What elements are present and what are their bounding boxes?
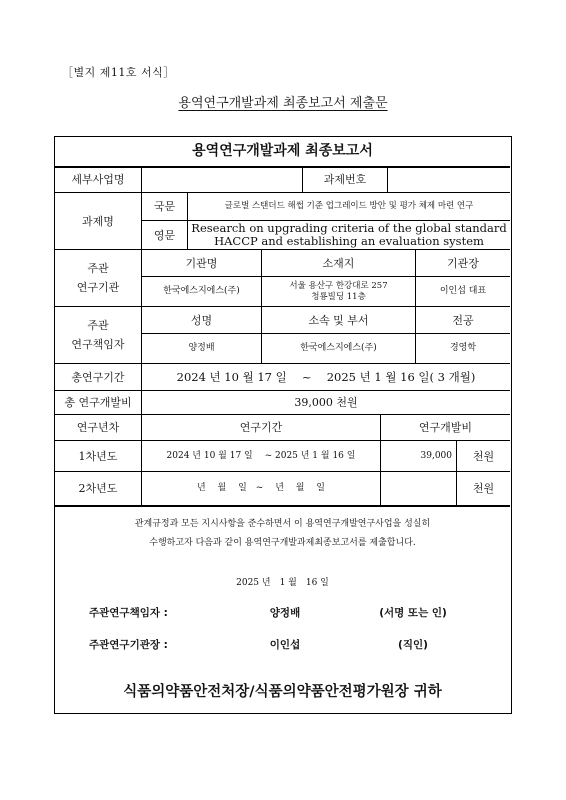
report-form-table [54, 136, 512, 714]
cost-header: 연구개발비 [418, 421, 473, 434]
submission-date: 2025 년 1 월 16 일 [236, 577, 329, 588]
addressee: 식품의약품안전처장/식품의약품안전평가원장 귀하 [123, 683, 442, 700]
org-name-header: 기관명 [185, 256, 218, 270]
org-sign-note: (직인) [398, 638, 428, 651]
year-2-amount [381, 472, 456, 505]
pi-major-header: 전공 [452, 313, 474, 327]
project-number-value [388, 167, 510, 192]
year-1-label: 1차년도 [78, 449, 118, 463]
year-header: 연구년차 [76, 421, 120, 434]
pi-label-line1: 주관 [87, 319, 109, 332]
org-label-line2: 연구기관 [76, 281, 120, 294]
english-title [188, 221, 510, 249]
org-sign-name: 이인섭 [269, 638, 301, 651]
statement [55, 515, 510, 553]
pi-sign-name: 양정배 [269, 606, 301, 619]
org-head-header: 기관장 [447, 256, 479, 270]
org-label-line1: 주관 [87, 262, 109, 275]
year-1-unit: 천원 [472, 449, 495, 463]
english-label: 영문 [153, 228, 176, 242]
korean-label: 국문 [153, 200, 176, 213]
pi-label-line2: 연구책임자 [71, 338, 125, 351]
pi-sign-label: 주관연구책임자 : [89, 606, 168, 619]
document-title [0, 92, 566, 111]
year-2-unit: 천원 [472, 482, 495, 495]
pi-dept-value: 한국에스지에스(주) [300, 343, 377, 353]
year-1-amount: 39,000 [420, 450, 452, 461]
statement-line2: 수행하고자 다음과 같이 용역연구개발과제최종보고서를 제출합니다. [149, 538, 416, 548]
english-title-line2: HACCP and establishing an evaluation system [214, 234, 484, 248]
period-value: 2024 년 10 월 17 일 ~ 2025 년 1 월 16 일( 3 개월) [176, 369, 476, 384]
org-label [55, 250, 141, 306]
period-label: 총연구기간 [71, 370, 125, 384]
form-label: ［별지 제11호 서식］ [62, 66, 175, 79]
document-title-text: 용역연구개발과제 최종보고서 제출문 [178, 96, 388, 111]
pi-major-value: 경영학 [449, 343, 477, 353]
pi-name-value: 양정배 [188, 343, 215, 353]
korean-title: 글로벌 스탠더드 해썹 기준 업그레이드 방안 및 평가 체제 마련 연구 [224, 201, 474, 211]
org-location-header: 소재지 [322, 256, 355, 270]
pi-dept-header: 소속 및 부서 [308, 313, 369, 327]
org-location-value [262, 277, 415, 306]
english-title-line1: Research on upgrading criteria of the global standard [191, 221, 507, 235]
pi-sign-note: (서명 또는 인) [379, 606, 447, 619]
project-number-label: 과제번호 [323, 173, 367, 186]
cost-value: 39,000 천원 [294, 396, 358, 409]
cost-label: 총 연구개발비 [64, 396, 132, 409]
divider [55, 505, 510, 507]
pi-name-header: 성명 [190, 313, 213, 327]
org-location-line1: 서울 용산구 한강대로 257 [289, 280, 388, 291]
year-2-period: 년 월 일 ~ 년 월 일 [196, 483, 325, 493]
year-1-period: 2024 년 10 월 17 일 ~ 2025 년 1 월 16 일 [166, 450, 356, 461]
detail-project-value [142, 167, 302, 192]
org-name-value: 한국에스지에스(주) [163, 286, 240, 296]
statement-line1: 관계규정과 모든 지시사항을 준수하면서 이 용역연구개발연구사업을 성실히 [134, 519, 431, 529]
detail-project-label: 세부사업명 [71, 173, 125, 186]
org-location-line2: 청룡빌딩 11층 [311, 291, 366, 302]
project-name-label: 과제명 [82, 214, 114, 228]
period-header: 연구기간 [239, 421, 283, 434]
org-sign-label: 주관연구기관장 : [89, 638, 168, 651]
pi-label [55, 307, 141, 363]
table-title: 용역연구개발과제 최종보고서 [192, 143, 373, 159]
year-2-label: 2차년도 [78, 482, 118, 495]
org-head-value: 이인섭 대표 [439, 286, 487, 296]
